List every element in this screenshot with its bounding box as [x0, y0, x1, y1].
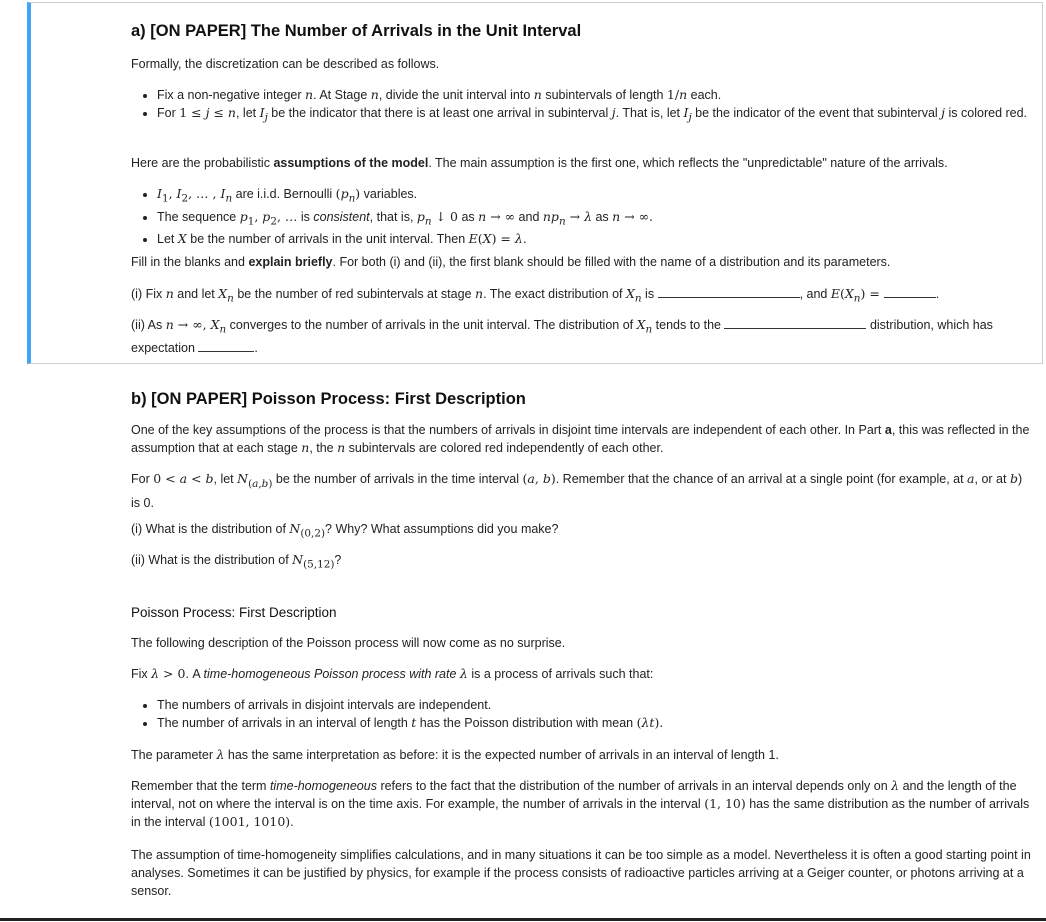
part-a-fill: Fill in the blanks and explain briefly. For both (i) and (ii), the first blank should be filled with the name of a distribution and its parameters. [131, 255, 891, 269]
part-b-qii: (ii) What is the distribution of $N_{(5,12)}$? [131, 552, 342, 571]
bottom-divider [0, 918, 1046, 921]
section-p2: Fix λ > 0. A time-homogeneous Poisson process with rate λ is a process of arrivals such that: [131, 666, 654, 681]
part-b-title: b) [ON PAPER] Poisson Process: First Description [131, 390, 526, 408]
blank-limit-distribution[interactable] [724, 316, 866, 329]
section-p5: The assumption of time-homogeneity simplifies calculations, and in many situations it can be too simple as a model. Nevertheless it is often a good starting point in analyses. Sometimes it can be justified by physics, for example if the process consists of radioactive particles arriving at a Geiger counter, or photons arriving at a sensor. [131, 848, 1031, 898]
section-p1: The following description of the Poisson process will now come as no surprise. [131, 636, 566, 650]
blank-distribution[interactable] [658, 285, 800, 298]
part-b-p2: For 0 < a < b, let $N_{(a,b)}$ be the number of arrivals in the time interval (a, b). Remember that the chance of an arrival at a single point (for example, at a, or at b) is 0. [131, 471, 1023, 510]
list-item: • The sequence $p_1$, $p_2$, … is consistent, that is, $p_n$ ↓ 0 as n → ∞ and $np_n \to \lambda$ as n → ∞. [157, 208, 1031, 231]
part-a-q1: (i) Fix n and let $X_n$ be the number of red subintervals at stage n. The exact distribution of $X_n$ is , and $E(X_n)$ = . [131, 286, 940, 305]
part-a-intro: Formally, the discretization can be described as follows. [131, 57, 440, 71]
blank-expectation[interactable] [884, 285, 936, 298]
part-b-qi: (i) What is the distribution of $N_{(0,2)}$? Why? What assumptions did you make? [131, 521, 559, 540]
part-a-list2 [131, 185, 1031, 248]
part-a-q2: (ii) As n → ∞, $X_n$ converges to the number of arrivals in the unit interval. The distribution of $X_n$ tends to the distribution, which has expectation . [131, 317, 993, 355]
part-a-intro-block [131, 55, 1031, 73]
part-a-assumptions: Here are the probabilistic assumptions of the model. The main assumption is the first one, which reflects the "unpredictable" nature of the arrivals. [131, 156, 948, 170]
section-list [131, 696, 1031, 732]
list-item: • $I_1$, $I_2$, … , $I_n$ are i.i.d. Bernoulli $(p_n)$ variables. [157, 185, 1031, 208]
list-item: • The number of arrivals in an interval of length t has the Poisson distribution with mean (λt). [157, 714, 1031, 732]
list-item: • Let X be the number of arrivals in the unit interval. Then E(X) = λ. [157, 230, 1031, 248]
part-a-list1 [131, 86, 1031, 127]
blank-limit-expectation[interactable] [198, 339, 254, 352]
section-p3: The parameter λ has the same interpretation as before: it is the expected number of arrivals in an interval of length 1. [131, 747, 779, 762]
part-b-p1: One of the key assumptions of the process is that the numbers of arrivals in disjoint time intervals are independent of each other. In Part a, this was reflected in the assumption that at each stage n, the n subintervals are colored red independently of each other. [131, 423, 1030, 455]
part-a-title: a) [ON PAPER] The Number of Arrivals in the Unit Interval [131, 22, 582, 40]
list-item: • For 1 ≤ j ≤ n, let $I_j$ be the indicator that there is at least one arrival in subinterval j. That is, let $I_j$ be the indicator of the event that subinterval j is colored red. [157, 104, 1031, 127]
section-heading: Poisson Process: First Description [131, 605, 337, 620]
section-heading-block [131, 605, 1031, 620]
section-p4: Remember that the term time-homogeneous refers to the fact that the distribution of the number of arrivals in an interval depends only on λ and the length of the interval, not on where the interval is on the time axis. For example, the number of arrivals in the interval (1, 10) has the same distribution as the number of arrivals in the interval (1001, 1010). [131, 778, 1030, 829]
part-b-title-block [131, 390, 1031, 409]
list-item: • Fix a non-negative integer n. At Stage n, divide the unit interval into n subintervals of length 1/n each. [157, 86, 1031, 104]
list-item: • The numbers of arrivals in disjoint intervals are independent. [157, 696, 1031, 714]
part-a-content [131, 22, 1031, 41]
